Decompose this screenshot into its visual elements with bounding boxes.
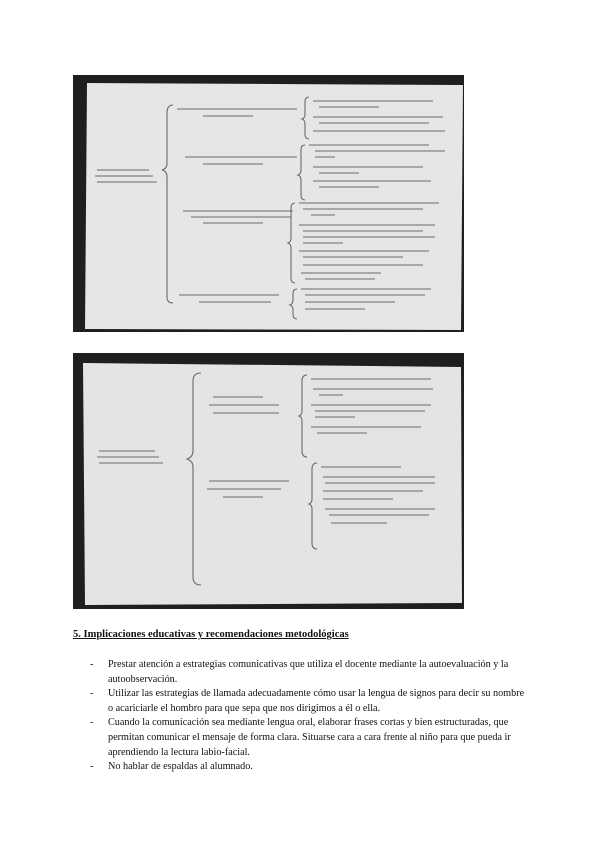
list-item <box>90 687 530 716</box>
bullet-text: No hablar de espaldas al alumnado. <box>108 761 253 773</box>
photo-concept-map-1 <box>73 75 464 332</box>
bullet-text: Cuando la comunicación sea mediante lengua oral, elaborar frases cortas y bien estructuradas, que permitan comunicar el mensaje de forma clara. Situarse cara a cara frente al niño para que pueda ir aprendiendo la lectura labio-facial. <box>108 717 511 758</box>
section-heading <box>73 629 349 640</box>
concept-map-1-drawing <box>73 75 464 332</box>
section-title: Implicaciones educativas y recomendaciones metodológicas <box>83 629 349 640</box>
concept-map-2-drawing <box>73 353 464 609</box>
bullet-marker: - <box>90 717 94 729</box>
photo-concept-map-2 <box>73 353 464 609</box>
list-item <box>90 658 530 687</box>
list-item <box>90 716 530 760</box>
bullet-text: Prestar atención a estrategias comunicativas que utiliza el docente mediante la autoevaluación y la autoobservación. <box>108 659 509 685</box>
bullet-text: Utilizar las estrategias de llamada adecuadamente cómo usar la lengua de signos para decir su nombre o acariciarle el hombro para que sepa que nos dirigimos a él o ella. <box>108 688 525 714</box>
recommendations-list <box>90 658 530 775</box>
bullet-marker: - <box>90 761 94 773</box>
list-item <box>90 760 530 775</box>
section-number: 5. <box>73 629 81 640</box>
bullet-marker: - <box>90 688 94 700</box>
bullet-marker: - <box>90 659 94 670</box>
